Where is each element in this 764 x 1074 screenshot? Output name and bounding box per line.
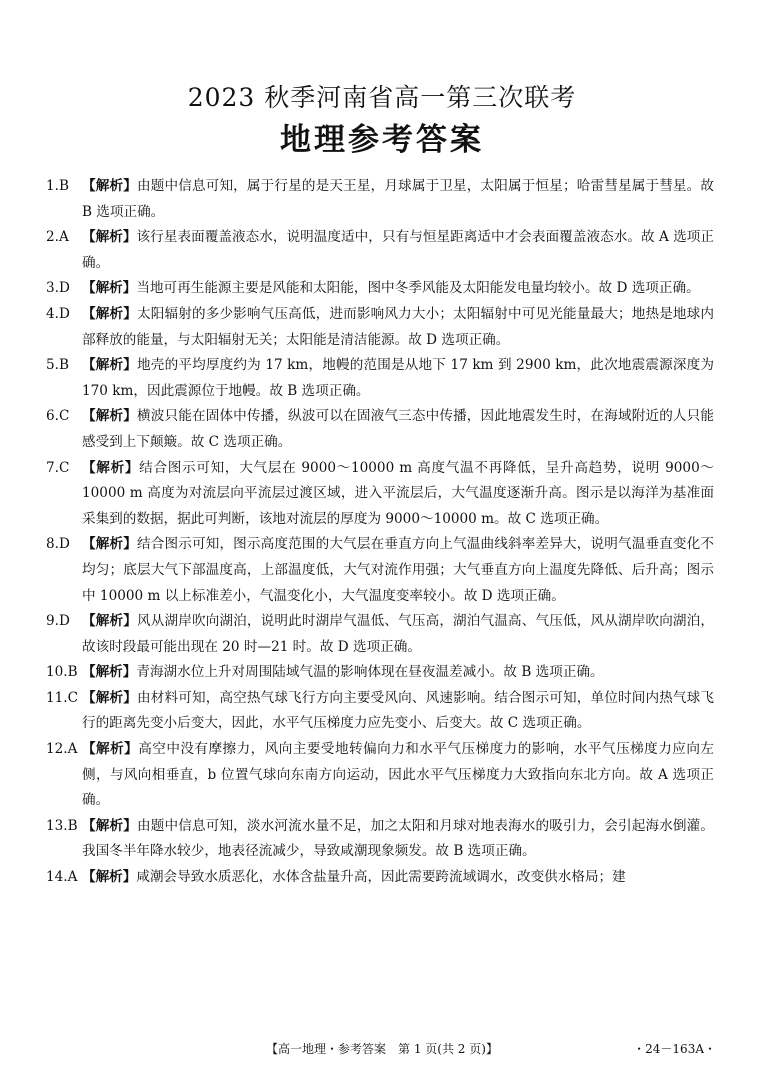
answer-item bbox=[46, 814, 714, 865]
answer-number: 12.A bbox=[46, 741, 78, 758]
answer-item bbox=[46, 532, 714, 609]
answer-text: 咸潮会导致水质恶化，水体含盐量升高，因此需要跨流域调水，改变供水格局；建 bbox=[136, 869, 626, 886]
answer-number: 11.C bbox=[46, 689, 79, 706]
answer-item bbox=[46, 737, 714, 814]
answer-item bbox=[46, 174, 714, 225]
answer-item bbox=[46, 865, 714, 891]
answer-number: 3.D bbox=[46, 280, 70, 297]
answer-number: 14.A bbox=[46, 869, 78, 886]
page-title: 地理参考答案 bbox=[280, 122, 484, 158]
answer-item bbox=[46, 686, 714, 737]
answer-item bbox=[46, 302, 714, 353]
answer-label: 【解析】 bbox=[82, 229, 137, 246]
answer-label: 【解析】 bbox=[82, 280, 137, 297]
answer-item bbox=[46, 404, 714, 455]
answer-text: 由题中信息可知，属于行星的是天王星，月球属于卫星，太阳属于恒星；哈雷彗星属于彗星。故 B 选项正确。 bbox=[82, 178, 715, 220]
answer-label: 【解析】 bbox=[82, 613, 137, 630]
answer-label: 【解析】 bbox=[82, 305, 137, 322]
answer-list bbox=[46, 174, 714, 891]
answer-label: 【解析】 bbox=[82, 459, 140, 476]
answer-item bbox=[46, 225, 714, 276]
answer-label: 【解析】 bbox=[82, 664, 137, 681]
answer-text: 由材料可知，高空热气球飞行方向主要受风向、风速影响。结合图示可知，单位时间内热气球飞行的距离先变小后变大，因此，水平气压梯度力应先变小、后变大。故 C 选项正确。 bbox=[82, 689, 715, 732]
answer-label: 【解析】 bbox=[82, 178, 137, 194]
answer-text: 由题中信息可知，淡水河流水量不足，加之太阳和月球对地表海水的吸引力，会引起海水倒灌。我国冬半年降水较少，地表径流减少，导致咸潮现象频发。故 B 选项正确。 bbox=[82, 817, 715, 860]
answer-label: 【解析】 bbox=[82, 408, 137, 425]
answer-label: 【解析】 bbox=[82, 536, 137, 553]
answer-label: 【解析】 bbox=[82, 357, 138, 374]
answer-item bbox=[46, 353, 714, 404]
exam-title: 2023 秋季河南省高一第三次联考 bbox=[187, 83, 577, 112]
answer-item bbox=[46, 660, 714, 686]
answer-text: 风从湖岸吹向湖泊，说明此时湖岸气温低、气压高，湖泊气温高、气压低，风从湖岸吹向湖泊，故该时段最可能出现在 20 时—21 时。故 D 选项正确。 bbox=[82, 613, 715, 655]
answer-text: 高空中没有摩擦力，风向主要受地转偏向力和水平气压梯度力的影响，水平气压梯度力应向左侧，与风向相垂直，b 位置气球向东南方向运动，因此水平气压梯度力大致指向东北方向。故 A 选项正确。 bbox=[82, 741, 714, 809]
answer-number: 7.C bbox=[46, 459, 70, 476]
answer-text: 结合图示可知，大气层在 9000～10000 m 高度气温不再降低，呈升高趋势，说明 9000～10000 m 高度为对流层向平流层过渡区域，进入平流层后，大气温度逐渐升高。图示是以海洋为基准面采集到的数据，据此可判断，该地对流层的厚度为 9000～10000 m。故 C 选项正确。 bbox=[82, 459, 715, 527]
answer-number: 9.D bbox=[46, 613, 70, 630]
answer-text: 该行星表面覆盖液态水，说明温度适中，只有与恒星距离适中才会表面覆盖液态水。故 A 选项正确。 bbox=[82, 229, 715, 271]
answer-number: 5.B bbox=[46, 357, 69, 374]
answer-item bbox=[46, 276, 714, 302]
footer-page-info: 【高一地理・参考答案 第 1 页(共 2 页)】 bbox=[266, 1042, 498, 1056]
answer-item bbox=[46, 456, 714, 533]
answer-text: 横波只能在固体中传播，纵波可以在固液气三态中传播，因此地震发生时，在海域附近的人只能感受到上下颠簸。故 C 选项正确。 bbox=[82, 408, 715, 450]
answer-label: 【解析】 bbox=[82, 689, 137, 706]
footer-code: ・24－163A・ bbox=[633, 1042, 716, 1056]
answer-number: 8.D bbox=[46, 536, 70, 553]
answer-number: 4.D bbox=[46, 305, 70, 322]
answer-text: 青海湖水位上升对周围陆域气温的影响体现在昼夜温差减小。故 B 选项正确。 bbox=[136, 664, 604, 681]
answer-label: 【解析】 bbox=[82, 741, 139, 758]
answer-number: 13.B bbox=[46, 817, 78, 834]
answer-item bbox=[46, 609, 714, 660]
answer-label: 【解析】 bbox=[82, 869, 137, 886]
answer-text: 当地可再生能源主要是风能和太阳能，图中冬季风能及太阳能发电量均较小。故 D 选项正确。 bbox=[136, 280, 700, 297]
answer-number: 1.B bbox=[46, 178, 69, 194]
answer-text: 地壳的平均厚度约为 17 km，地幔的范围是从地下 17 km 到 2900 km，此次地震震源深度为 170 km，因此震源位于地幔。故 B 选项正确。 bbox=[82, 357, 714, 399]
answer-label: 【解析】 bbox=[82, 817, 137, 834]
answer-number: 2.A bbox=[46, 229, 69, 246]
answer-text: 太阳辐射的多少影响气压高低，进而影响风力大小；太阳辐射中可见光能量最大；地热是地球内部释放的能量，与太阳辐射无关；太阳能是清洁能源。故 D 选项正确。 bbox=[82, 305, 715, 348]
answer-number: 10.B bbox=[46, 664, 78, 681]
answer-number: 6.C bbox=[46, 408, 70, 425]
answer-text: 结合图示可知，图示高度范围的大气层在垂直方向上气温曲线斜率差异大，说明气温垂直变化不均匀；底层大气下部温度高，上部温度低，大气对流作用强；大气垂直方向上温度先降低、后升高；图示中 10000 m 以上标准差小，气温变化小，大气温度变率较小。故 D 选项正确。 bbox=[82, 536, 715, 604]
